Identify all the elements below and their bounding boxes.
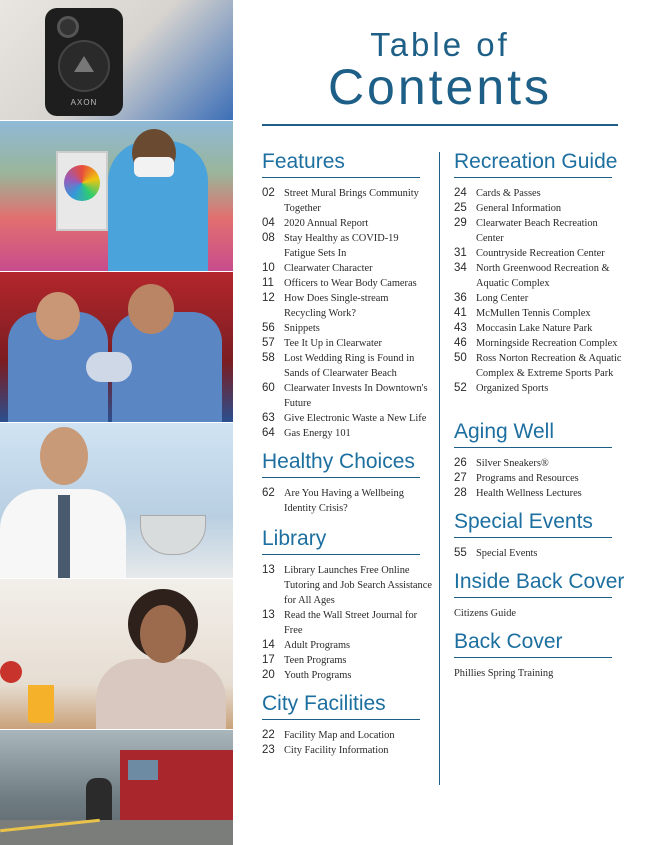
street-mural-photo (0, 121, 233, 271)
entry-title: Youth Programs (284, 670, 352, 681)
entry-title: Street Mural Brings Community Together (284, 188, 419, 214)
page-number: 24 (454, 187, 467, 199)
page-number: 17 (262, 654, 275, 666)
entry-title: Silver Sneakers® (476, 458, 549, 469)
section-city-facilities (262, 692, 432, 758)
toc-entry[interactable] (454, 291, 624, 306)
official-portrait-photo (0, 423, 233, 578)
entry-title: City Facility Information (284, 745, 389, 756)
toc-entry[interactable] (262, 486, 432, 516)
entry-title: Countryside Recreation Center (476, 248, 605, 259)
column-divider (439, 152, 440, 785)
toc-entry[interactable] (454, 216, 624, 246)
entry-title: Organized Sports (476, 383, 549, 394)
entry-title: 2020 Annual Report (284, 218, 369, 229)
section-heading: Back Cover (454, 630, 612, 658)
entry-title: Stay Healthy as COVID-19 Fatigue Sets In (284, 233, 399, 259)
toc-entry[interactable] (454, 486, 624, 501)
entry-title: General Information (476, 203, 562, 214)
page-number: 28 (454, 487, 467, 499)
page-number: 29 (454, 217, 467, 229)
page-number: 41 (454, 307, 467, 319)
section-special-events (454, 510, 624, 561)
section-heading: Library (262, 527, 420, 555)
page-number: 13 (262, 564, 275, 576)
entry-title: Gas Energy 101 (284, 428, 351, 439)
section-healthy-choices (262, 450, 432, 516)
toc-entry[interactable] (454, 306, 624, 321)
page-number: 43 (454, 322, 467, 334)
section-features (262, 150, 432, 441)
section-heading: Special Events (454, 510, 612, 538)
page-number: 62 (262, 487, 275, 499)
page-number: 08 (262, 232, 275, 244)
page-number: 57 (262, 337, 275, 349)
page-number: 60 (262, 382, 275, 394)
body-camera-photo (0, 0, 233, 120)
toc-entry[interactable] (262, 336, 432, 351)
toc-entry[interactable] (262, 351, 432, 381)
entry-title: Clearwater Character (284, 263, 373, 274)
entry-title: Are You Having a Wellbeing Identity Crisis? (284, 488, 404, 514)
toc-entry[interactable] (262, 608, 432, 638)
toc-entry[interactable] (454, 186, 624, 201)
entry-title: Cards & Passes (476, 188, 541, 199)
page-number: 12 (262, 292, 275, 304)
page-number: 55 (454, 547, 467, 559)
page-number: 56 (262, 322, 275, 334)
section-heading: Features (262, 150, 420, 178)
page-number: 10 (262, 262, 275, 274)
entry-title: Moccasin Lake Nature Park (476, 323, 593, 334)
entry-title: Teen Programs (284, 655, 347, 666)
page-number: 52 (454, 382, 467, 394)
entry-title: Clearwater Beach Recreation Center (476, 218, 598, 244)
section-heading: Aging Well (454, 420, 612, 448)
toc-entry[interactable] (262, 653, 432, 668)
entry-title: Clearwater Invests In Downtown's Future (284, 383, 428, 409)
section-heading: Healthy Choices (262, 450, 420, 478)
section-library (262, 527, 432, 683)
page-number: 46 (454, 337, 467, 349)
toc-entry[interactable] (454, 456, 624, 471)
toc-entry[interactable] (262, 563, 432, 608)
toc-entry[interactable] (262, 668, 432, 683)
toc-entry[interactable] (262, 261, 432, 276)
entry-title: Lost Wedding Ring is Found in Sands of Clearwater Beach (284, 353, 415, 379)
section-recreation-guide (454, 150, 624, 396)
page-number: 14 (262, 639, 275, 651)
toc-entry[interactable] (262, 186, 432, 216)
entry-title: Long Center (476, 293, 529, 304)
title-divider (262, 124, 618, 126)
entry-title: Adult Programs (284, 640, 351, 651)
section-heading: Inside Back Cover (454, 570, 612, 598)
section-inside-back-cover (454, 570, 624, 621)
page-number: 36 (454, 292, 467, 304)
toc-entry[interactable] (454, 351, 624, 381)
page-number: 25 (454, 202, 467, 214)
page-number: 58 (262, 352, 275, 364)
toc-entry[interactable]: Citizens Guide (454, 608, 517, 619)
entry-title: Ross Norton Recreation & Aquatic Complex & Extreme Sports Park (476, 353, 622, 379)
entry-title: Tee It Up in Clearwater (284, 338, 382, 349)
section-heading: City Facilities (262, 692, 420, 720)
toc-entry[interactable] (262, 743, 432, 758)
toc-entry[interactable] (262, 381, 432, 411)
toc-entry[interactable] (454, 321, 624, 336)
toc-entry[interactable] (454, 246, 624, 261)
entry-title: North Greenwood Recreation & Aquatic Complex (476, 263, 610, 289)
page-number: 11 (262, 277, 274, 289)
toc-entry[interactable] (454, 381, 624, 396)
toc-entry[interactable]: Phillies Spring Training (454, 668, 554, 679)
page-number: 27 (454, 472, 467, 484)
page-number: 22 (262, 729, 275, 741)
firefighters-baby-photo (0, 272, 233, 422)
toc-entry[interactable] (262, 276, 432, 291)
entry-title: Snippets (284, 323, 320, 334)
toc-entry[interactable] (262, 321, 432, 336)
toc-entry[interactable] (454, 261, 624, 291)
fire-scene-photo (0, 730, 233, 845)
page-number: 63 (262, 412, 275, 424)
page-number: 34 (454, 262, 467, 274)
entry-title: Library Launches Free Online Tutoring and Job Search Assistance for All Ages (284, 565, 432, 606)
entry-title: Give Electronic Waste a New Life (284, 413, 427, 424)
page-number: 20 (262, 669, 275, 681)
toc-entry[interactable] (262, 411, 432, 426)
toc-entry[interactable] (454, 546, 624, 561)
page-number: 02 (262, 187, 275, 199)
entry-title: Special Events (476, 548, 538, 559)
section-aging-well (454, 420, 624, 501)
page-number: 23 (262, 744, 275, 756)
section-back-cover (454, 630, 624, 681)
toc-entry[interactable] (262, 231, 432, 261)
entry-title: How Does Single-stream Recycling Work? (284, 293, 389, 319)
entry-title: Read the Wall Street Journal for Free (284, 610, 418, 636)
toc-entry[interactable] (262, 638, 432, 653)
page-number: 64 (262, 427, 275, 439)
toc-entry[interactable] (262, 728, 432, 743)
entry-title: McMullen Tennis Complex (476, 308, 591, 319)
title-line-2: Contents (327, 59, 553, 115)
toc-entry[interactable] (454, 336, 624, 351)
page-number: 50 (454, 352, 467, 364)
photo-strip (0, 0, 233, 845)
title-line-1: Table of (370, 26, 510, 63)
section-heading: Recreation Guide (454, 150, 612, 178)
page-number: 04 (262, 217, 275, 229)
toc-entry[interactable] (262, 291, 432, 321)
entry-title: Facility Map and Location (284, 730, 395, 741)
page-number: 31 (454, 247, 467, 259)
page-number: 13 (262, 609, 275, 621)
entry-title: Morningside Recreation Complex (476, 338, 618, 349)
page-number: 26 (454, 457, 467, 469)
toc-entry[interactable] (262, 216, 432, 231)
camera-brand-label: AXON (70, 98, 98, 107)
entry-title: Officers to Wear Body Cameras (284, 278, 417, 289)
woman-thinking-photo (0, 579, 233, 729)
toc-entry[interactable] (454, 471, 624, 486)
entry-title: Health Wellness Lectures (476, 488, 582, 499)
entry-title: Programs and Resources (476, 473, 579, 484)
toc-entry[interactable] (262, 426, 432, 441)
toc-entry[interactable] (454, 201, 624, 216)
